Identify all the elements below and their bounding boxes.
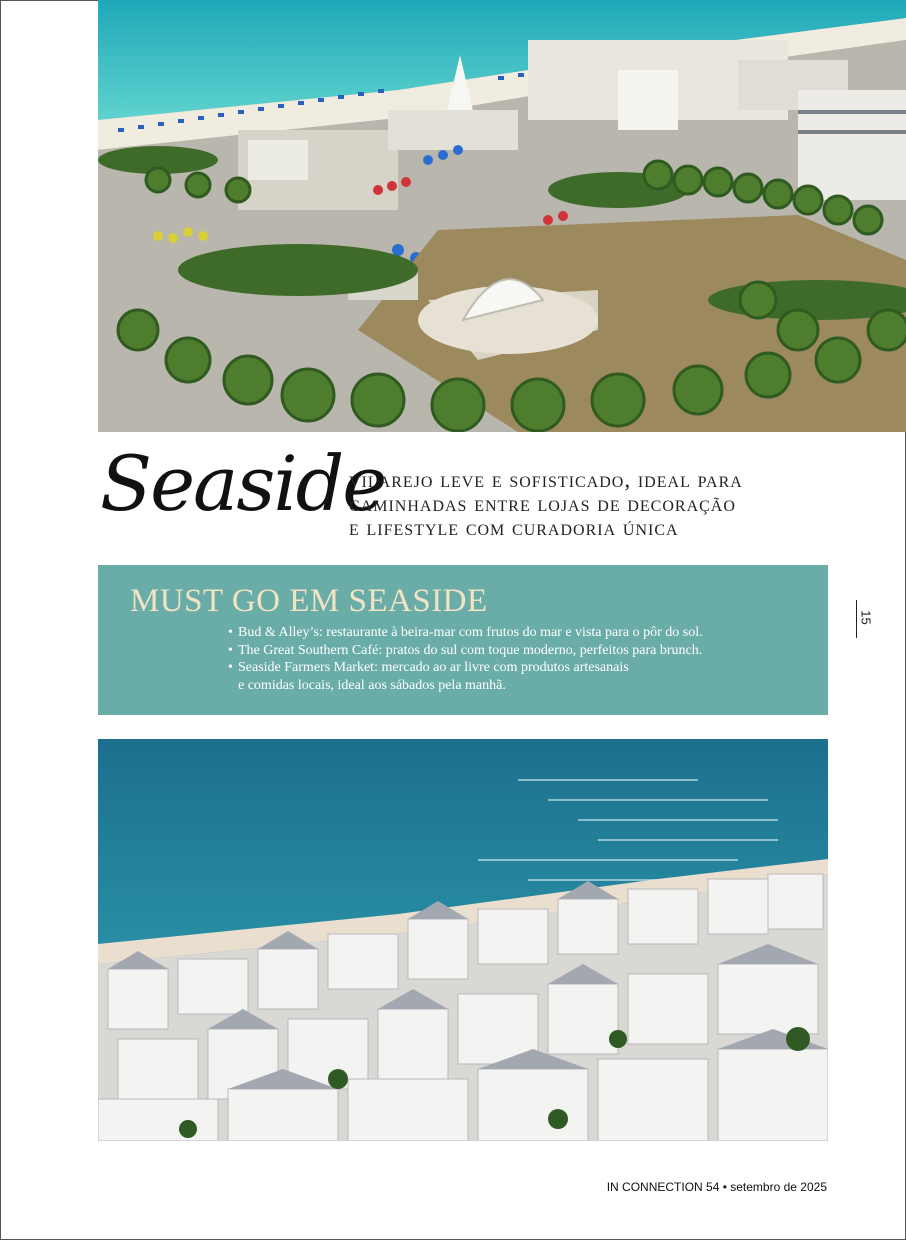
footer: IN CONNECTION 54 • setembro de 2025	[606, 1180, 827, 1194]
subtitle-line: vilarejo leve e sofisticado, ideal para	[349, 467, 743, 492]
must-go-heading: MUST GO EM SEASIDE	[130, 583, 488, 619]
list-item	[228, 659, 703, 694]
article-subtitle	[349, 468, 849, 540]
page-number	[856, 600, 877, 638]
list-item: • Bud & Alley’s: restaurante à beira-mar com frutos do mar e vista para o pôr do sol.	[228, 624, 703, 642]
list-item: • The Great Southern Café: pratos do sul com toque moderno, perfeitos para brunch.	[228, 642, 703, 660]
page-number-label: 15	[858, 610, 874, 625]
article-title: Seaside	[100, 439, 386, 528]
aerial-photo-town-square	[98, 0, 906, 432]
aerial-photo-white-houses	[98, 739, 828, 1141]
list-item-line: Seaside Farmers Market: mercado ao ar livre com produtos artesanais	[238, 660, 629, 675]
list-item-line: e comidas locais, ideal aos sábados pela manhã.	[238, 677, 506, 693]
must-go-list	[228, 624, 703, 694]
must-go-box	[98, 565, 828, 715]
subtitle-line: e lifestyle com curadoria única	[349, 515, 679, 540]
subtitle-line: caminhadas entre lojas de decoração	[349, 491, 736, 516]
